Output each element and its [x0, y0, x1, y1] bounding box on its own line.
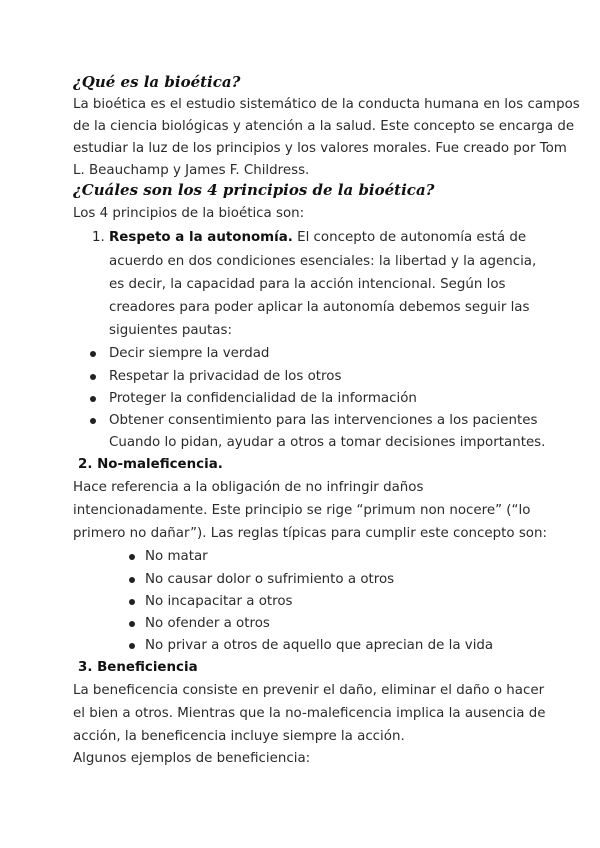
bullet-dot — [90, 418, 96, 424]
principle-1-first-line-text: El concepto de autonomía está de — [292, 230, 527, 245]
list-item: No ofender a otros — [145, 616, 270, 631]
principle-3-line: Algunos ejemplos de beneficiencia: — [73, 751, 311, 766]
heading-four-principles: ¿Cuáles son los 4 principios de la bioética? — [73, 181, 435, 199]
principle-1-line: acuerdo en dos condiciones esenciales: la libertad y la agencia, — [109, 254, 537, 269]
bullet-dot — [129, 554, 135, 560]
principle-3-line: el bien a otros. Mientras que la no-maleficencia implica la ausencia de — [73, 706, 546, 721]
principle-2-line: intencionadamente. Este principio se rige “primum non nocere” (“lo — [73, 503, 531, 518]
intro-line: L. Beauchamp y James F. Childress. — [73, 163, 310, 178]
principle-1-first-line — [109, 227, 526, 249]
principle-2-title: 2. No-maleficencia. — [78, 457, 223, 472]
bullet-dot — [129, 621, 135, 627]
principle-1-title: Respeto a la autonomía. — [109, 230, 293, 245]
list-number: 1. — [92, 230, 105, 245]
bullet-dot — [129, 643, 135, 649]
principle-3-line: La beneficencia consiste en prevenir el daño, eliminar el daño o hacer — [73, 683, 545, 698]
list-item-continuation: Cuando lo pidan, ayudar a otros a tomar decisiones importantes. — [109, 435, 546, 450]
list-item: Obtener consentimiento para las intervenciones a los pacientes — [109, 413, 538, 428]
list-item: No matar — [145, 549, 208, 564]
principle-2-line: primero no dañar”). Las reglas típicas para cumplir este concepto son: — [73, 526, 547, 541]
intro-line: La bioética es el estudio sistemático de la conducta humana en los campos — [73, 97, 580, 112]
principle-3-line: acción, la beneficencia incluye siempre la acción. — [73, 729, 405, 744]
bullet-dot — [90, 396, 96, 402]
list-item: No privar a otros de aquello que aprecian de la vida — [145, 638, 494, 653]
bullet-dot — [90, 374, 96, 380]
list-item: Proteger la confidencialidad de la información — [109, 391, 417, 406]
list-item: No causar dolor o sufrimiento a otros — [145, 572, 395, 587]
intro-line: estudiar la luz de los principios y los valores morales. Fue creado por Tom — [73, 141, 567, 156]
principle-2-line: Hace referencia a la obligación de no infringir daños — [73, 480, 424, 495]
principle-1-line: siguientes pautas: — [109, 323, 232, 338]
intro-line: de la ciencia biológicas y atención a la salud. Este concepto se encarga de — [73, 119, 575, 134]
bullet-dot — [129, 577, 135, 583]
principle-1-line: es decir, la capacidad para la acción intencional. Según los — [109, 277, 506, 292]
heading-what-is-bioethics: ¿Qué es la bioética? — [73, 73, 241, 91]
principles-intro: Los 4 principios de la bioética son: — [73, 206, 305, 221]
list-item: Decir siempre la verdad — [109, 346, 270, 361]
principle-1-line: creadores para poder aplicar la autonomía debemos seguir las — [109, 300, 530, 315]
principle-3-title: 3. Beneficiencia — [78, 660, 198, 675]
list-item: No incapacitar a otros — [145, 594, 293, 609]
bullet-dot — [129, 599, 135, 605]
list-item: Respetar la privacidad de los otros — [109, 369, 342, 384]
bullet-dot — [90, 351, 96, 357]
